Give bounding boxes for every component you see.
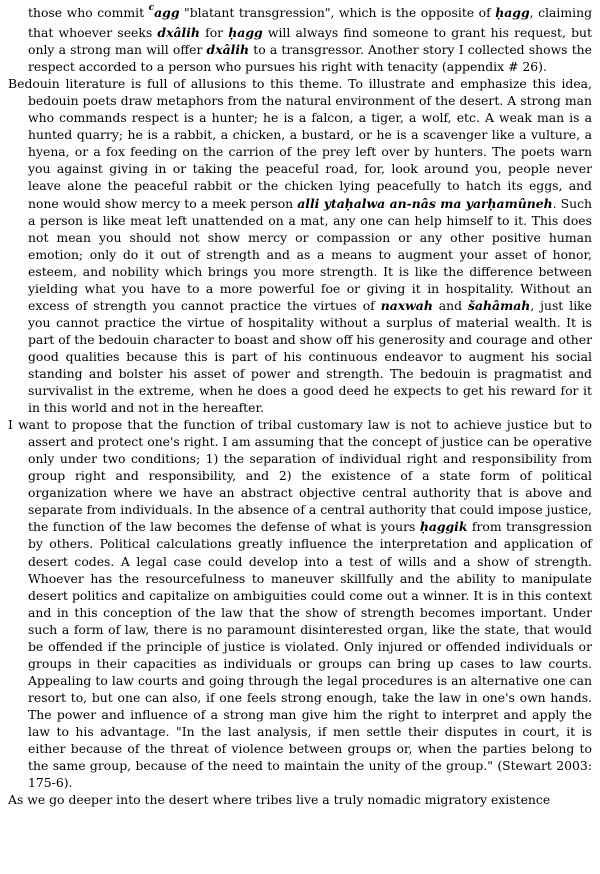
transliterated-term: šahâmah bbox=[468, 297, 531, 313]
text-run: from transgression by others. Political calculations greatly influence the interpretation and application of desert codes. A legal case could develop into a test of wills and a show of strength. Whoever has the resourcefulness to maneuver skillfully and the ability to manipulate desert politics and capitalize on ambiguities could come out a winner. It is in this context and in this conception of the law that the show of strength becomes important. Under such a form of law, there is no paramount disinterested organ, like the state, that would be offended if the principle of justice is violated. Only injured or offended individuals or groups in their capacities as individuals or groups can bring up cases to law courts. Appealing to law courts and going through the legal procedures is an alternative one can resort to, but one can also, if one feels strong enough, take the law in one's own hands. The power and influence of a strong man give him the right to interpret and apply the law to his advantage. "In the last analysis, if men settle their disputes in court, it is either because of the threat of violence between groups or, when the parties belong to the same group, because of the need to maintain the unity of the group." (Stewart 2003: 175-6). bbox=[28, 519, 592, 791]
transliterated-term: dxâlih bbox=[206, 42, 250, 58]
transliterated-term: dxâlih bbox=[157, 25, 200, 41]
text-run: for bbox=[199, 25, 229, 41]
text-run: I want to propose that the function of tribal customary law is not to achieve justice but to assert and protect one's right. I am assuming that the concept of justice can be operative only under two conditions; 1) the separation of individual right and responsibility from group right and responsibility, and 2) the existence of a state form of political organization where we have an abstract objective central authority that is above and separate from individuals. In the absence of a central authority that could impose justice, the function of the law becomes the defense of what is yours bbox=[8, 417, 592, 535]
text-run: and bbox=[432, 297, 469, 313]
ayn-superscript: c bbox=[148, 3, 155, 13]
text-run: to a transgressor. Another story I collected shows the respect accorded to a person who pursues his right with tenacity (appendix # 26). bbox=[28, 42, 592, 75]
paragraph-2 bbox=[8, 75, 592, 416]
paragraph-1 bbox=[8, 4, 592, 75]
transliterated-term: ḥaggik bbox=[419, 519, 468, 535]
text-run: . Such a person is like meat left unattended on a mat, any one can help himself to it. This does not mean you should not show mercy or compassion or any other positive human emotion; only do it out of strength and as a means to augment your asset of honor, esteem, and nobility which brings you more strength. It is like the difference between yielding what you have to a more powerful foe or giving it in hospitality. Without an excess of strength you cannot practice the virtues of bbox=[28, 195, 592, 313]
text-run: , just like you cannot practice the virtue of hospitality without a surplus of material wealth. It is part of the bedouin character to boast and show off his generosity and courage and other good qualities because this is part of his continuous endeavor to augment his social standing and bolster his asset of power and strength. The bedouin is pragmatist and survivalist in the extreme, when he does a good deed he expects to get his reward for it in this world and not in the hereafter. bbox=[28, 297, 592, 416]
transliterated-term: agg bbox=[154, 5, 180, 20]
transliterated-term: alli ytaḥalwa an-nâs ma yarḥamûneh bbox=[297, 195, 553, 211]
text-run: will always find someone to grant his request, but only a strong man will offer bbox=[28, 25, 592, 58]
transliterated-term: ḥagg bbox=[228, 25, 263, 41]
transliterated-term: naxwah bbox=[380, 297, 433, 313]
text-run: those who commit bbox=[28, 5, 149, 20]
paragraph-4 bbox=[8, 791, 592, 808]
text-run: , claiming that whoever seeks bbox=[28, 5, 592, 41]
text-run: Bedouin literature is full of allusions to this theme. To illustrate and emphasize this idea, bedouin poets draw metaphors from the natural environment of the desert. A strong man who commands respect is a hunter; he is a falcon, a tiger, a wolf, etc. A weak man is a hunted quarry; he is a rabbit, a chicken, a bustard, or he is a scavenger like a vulture, a hyena, or a fox feeding on the carrion of the prey left over by hunters. The poets warn you against giving in or taking the peaceful road, for, look around you, people never leave alone the peaceful rabbit or the chicken lying peacefully to hatch its eggs, and none would show mercy to a meek person bbox=[8, 76, 592, 211]
transliterated-term: ḥagg bbox=[495, 5, 530, 20]
text-run: "blatant transgression", which is the opposite of bbox=[179, 5, 496, 20]
text-run: As we go deeper into the desert where tribes live a truly nomadic migratory existence bbox=[8, 792, 551, 808]
paragraph-3 bbox=[8, 416, 592, 791]
